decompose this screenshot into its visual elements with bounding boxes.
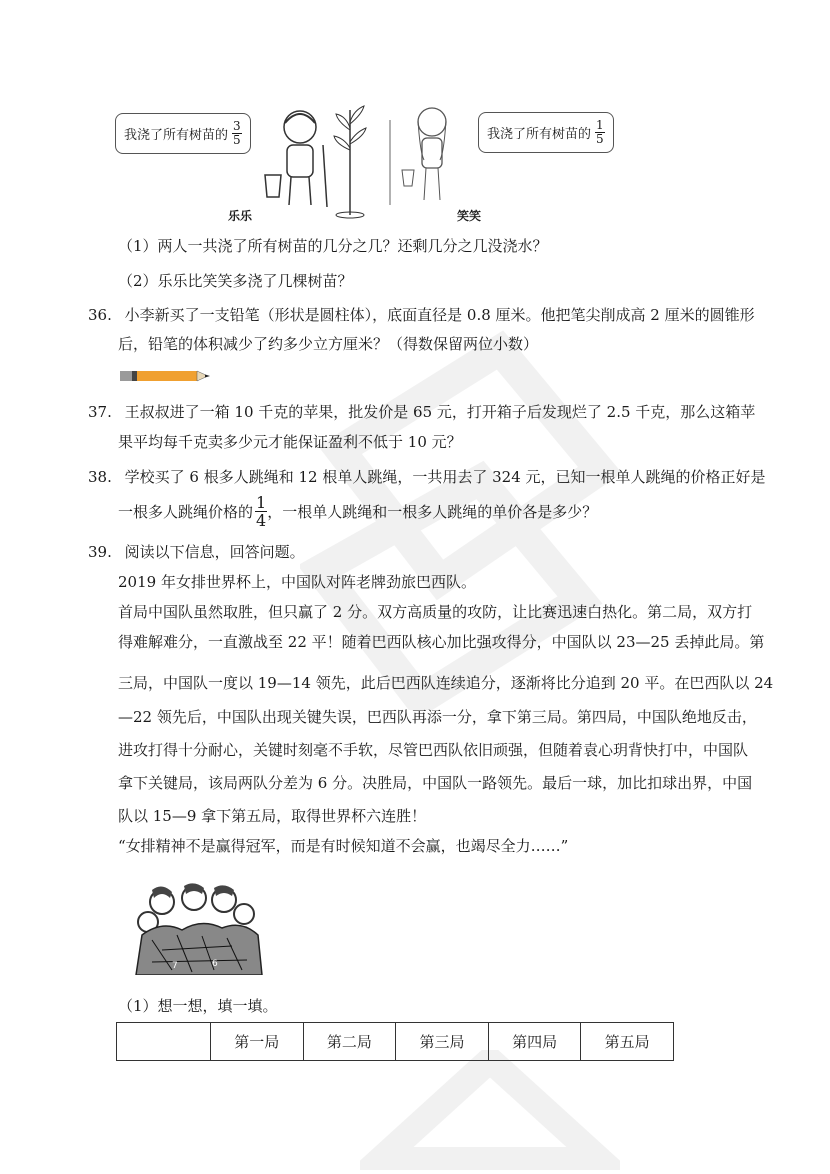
q39-quote: “女排精神不是赢得冠军，而是有时候知道不会赢，也竭尽全力……” [118,837,569,855]
volleyball-team-photo [132,880,264,975]
q36-line1 [88,305,755,325]
q39-intro: 阅读以下信息，回答问题。 [124,543,305,561]
table-cell: 第三局 [396,1023,489,1061]
q37-line2: 果平均每千克卖多少元才能保证盈利不低于 10 元？ [118,433,462,451]
q38-line1 [88,467,766,487]
table-row [117,1023,674,1061]
q38-number: 38. [88,468,112,486]
watermark-logo-bottom [360,1050,620,1170]
right-bubble-fraction: $\frac{1}{5}$ [596,118,604,146]
q38-text-2b: ，一根单人跳绳和一根多人跳绳的单价各是多少？ [267,502,598,521]
q39-paragraph-line: 队以 15—9 拿下第五局，取得世界杯六连胜！ [118,807,427,825]
table-cell: 第一局 [211,1023,304,1061]
right-bubble-text: 我浇了所有树苗的 [487,127,592,142]
q37-number: 37. [88,403,112,421]
girl-watering-icon [380,100,470,215]
q36-number: 36. [88,306,112,324]
q38-line2 [118,494,597,529]
q39-paragraph-line: 进攻打得十分耐心，关键时刻毫不手软，尽管巴西队依旧顽强，但随着袁心玥背快打中，中国队 [118,741,749,759]
q39-paragraph-line: 首局中国队虽然取胜，但只赢了 2 分。双方高质量的攻防，让比赛迅速白热化。第二局，双方打 [118,603,753,621]
q38-text-1: 学校买了 6 根多人跳绳和 12 根单人跳绳，一共用去了 324 元，已知一根单人跳绳的价格正好是 [124,468,766,486]
table-cell: 第四局 [488,1023,581,1061]
q39-paragraph-1: 2019 年女排世界杯上，中国队对阵老牌劲旅巴西队。 [118,573,476,591]
svg-text:7: 7 [172,961,178,971]
q39-heading [88,542,305,562]
left-bubble-text: 我浇了所有树苗的 [124,128,229,143]
pencil-icon [120,369,212,383]
q36-text-1: 小李新买了一支铅笔（形状是圆柱体），底面直径是 0.8 厘米。他把笔尖削成高 2 厘米的圆锥形 [124,306,755,324]
q39-sub1: （1）想一想，填一填。 [118,997,278,1015]
right-character-name: 笑笑 [457,209,482,223]
watering-illustration [115,95,615,225]
q39-paragraph-line: —22 领先后，中国队出现关键失误，巴西队再添一分，拿下第三局。第四局，中国队绝地反击， [118,708,757,726]
q39-paragraph-line: 拿下关键局，该局两队分差为 6 分。决胜局，中国队一路领先。最后一球，加比扣球出界，中国 [118,774,753,792]
q38-text-2a: 一根多人跳绳价格的 [118,502,254,521]
left-bubble-fraction: $\frac{3}{5}$ [233,119,241,147]
q36-line2: 后，铅笔的体积减少了约多少立方厘米？（得数保留两位小数） [118,335,539,353]
left-speech-bubble [115,113,251,154]
q39-paragraph-line: 得难解难分，一直激战至 22 平！随着巴西队核心加比强攻得分，中国队以 23—25 丢掉此局。第 [118,633,765,651]
q35-sub1: （1）两人一共浇了所有树苗的几分之几？还剩几分之几没浇水？ [118,237,548,255]
q38-fraction: $\frac{1}{4}$ [256,493,267,530]
q37-text-1: 王叔叔进了一箱 10 千克的苹果，批发价是 65 元，打开箱子后发现烂了 2.5 千克，那么这箱苹 [124,403,756,421]
q39-number: 39. [88,543,112,561]
table-cell [117,1023,211,1061]
left-character-name: 乐乐 [228,209,253,223]
q37-line1 [88,402,755,422]
sapling-icon [330,100,370,220]
table-cell: 第二局 [303,1023,396,1061]
score-table [116,1022,674,1061]
q39-paragraph-line: 三局，中国队一度以 19—14 领先，此后巴西队连续追分，逐渐将比分追到 20 平。在巴西队以 24 [118,674,774,692]
svg-text:6: 6 [212,959,218,969]
table-cell: 第五局 [581,1023,674,1061]
right-speech-bubble [478,112,614,153]
q35-sub2: （2）乐乐比笑笑多浇了几棵树苗？ [118,272,353,290]
